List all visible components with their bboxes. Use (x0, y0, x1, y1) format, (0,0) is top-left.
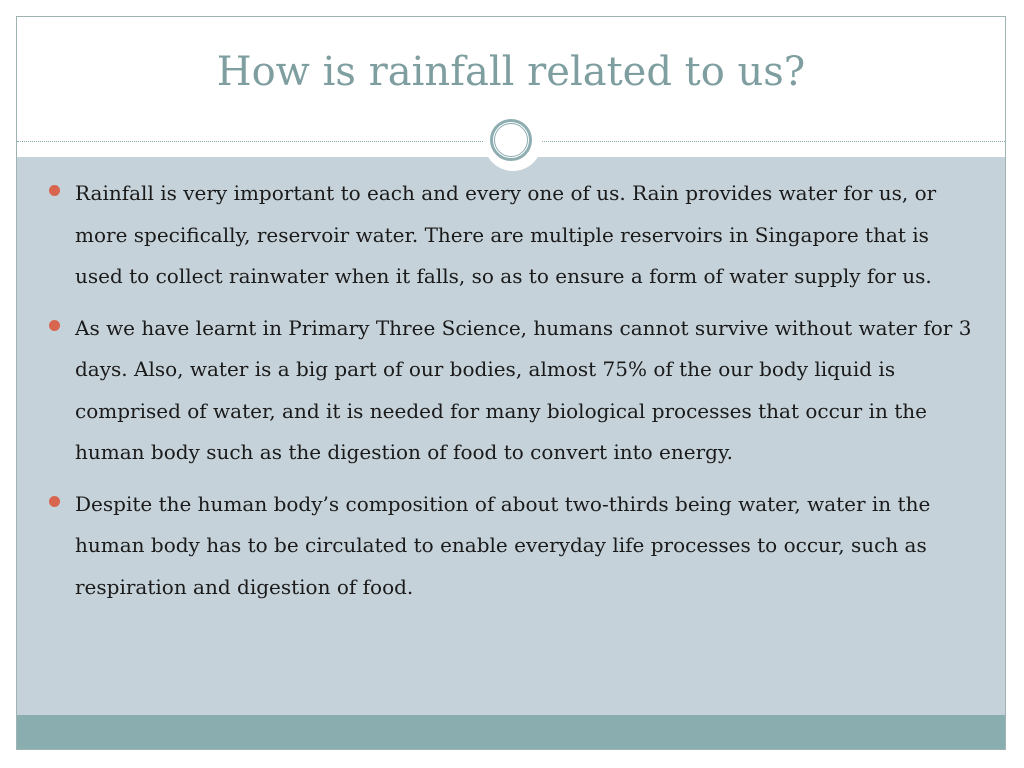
bullet-text: Despite the human body’s composition of about two-thirds being water, water in the human body has to be circulated to enable everyday life processes to occur, such as respiration and digestion of food. (75, 491, 931, 599)
bullet-item (47, 484, 982, 609)
slide-title: How is rainfall related to us? (216, 49, 806, 95)
circle-ornament-inner (494, 123, 528, 157)
bullet-item (47, 173, 982, 298)
bullet-dot-icon (49, 496, 60, 507)
footer-band (17, 715, 1005, 749)
bullet-dot-icon (49, 185, 60, 196)
bullet-dot-icon (49, 320, 60, 331)
bullet-text: As we have learnt in Primary Three Science, humans cannot survive without water for 3 days. Also, water is a big part of our bodies, almost 75% of the our body liquid is comprised of water, and it is needed for many biological processes that occur in the human body such as the digestion of food to convert into energy. (75, 315, 972, 464)
slide-content (47, 173, 982, 618)
bullet-text: Rainfall is very important to each and every one of us. Rain provides water for us, or more specifically, reservoir water. There are multiple reservoirs in Singapore that is used to collect rainwater when it falls, so as to ensure a form of water supply for us. (75, 181, 937, 288)
bullet-item (47, 308, 982, 474)
slide (16, 16, 1006, 750)
